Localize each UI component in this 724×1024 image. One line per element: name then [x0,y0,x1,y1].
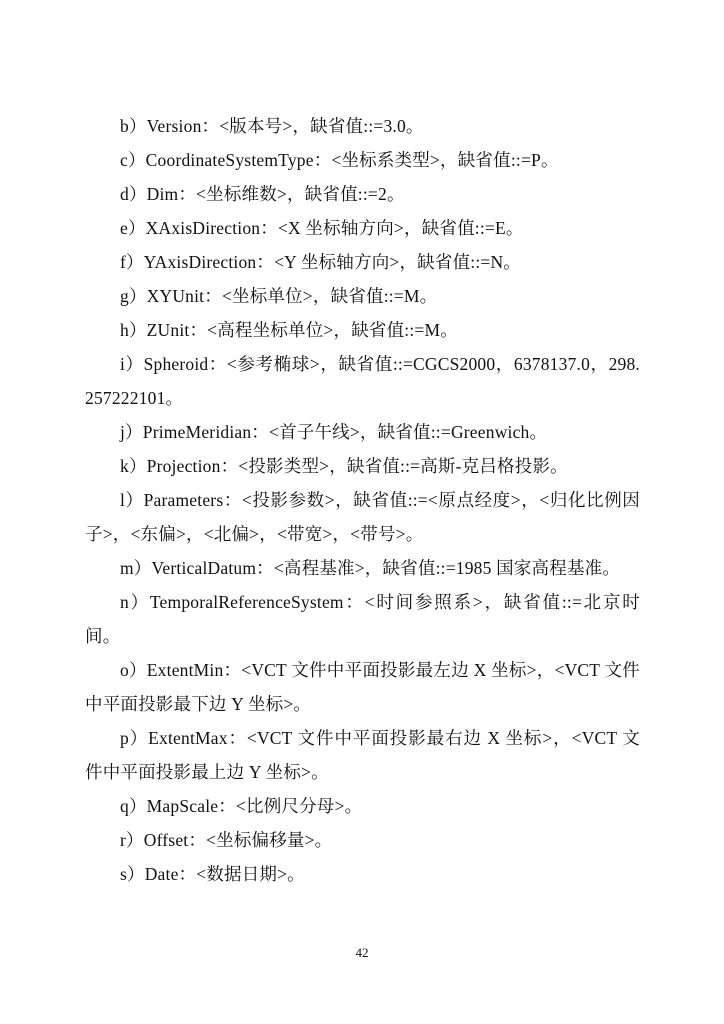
page-number: 42 [355,945,369,960]
list-item-temporal-reference-system: n）TemporalReferenceSystem：<时间参照系>，缺省值::=北京时间。 [85,592,640,646]
list-item-extent-max: p）ExtentMax：<VCT 文件中平面投影最右边 X 坐标>，<VCT 文件中平面投影最上边 Y 坐标>。 [85,728,640,782]
list-item-parameters: l）Parameters：<投影参数>，缺省值::=<原点经度>，<归化比例因子>，<东偏>，<北偏>，<带宽>，<带号>。 [85,490,640,544]
list-item-dim: d）Dim：<坐标维数>，缺省值::=2。 [120,184,405,204]
list-item-offset: r）Offset：<坐标偏移量>。 [120,830,333,850]
list-item-map-scale: q）MapScale：<比例尺分母>。 [120,796,363,816]
list-item-prime-meridian: j）PrimeMeridian：<首子午线>，缺省值::=Greenwich。 [120,422,548,442]
list-item-version: b）Version：<版本号>，缺省值::=3.0。 [120,116,424,136]
list-item-x-axis-direction: e）XAxisDirection：<X 坐标轴方向>，缺省值::=E。 [120,218,524,238]
page-body [85,109,640,891]
list-item-spheroid: i）Spheroid：<参考椭球>，缺省值::=CGCS2000，6378137.0，298.257222101。 [85,354,640,408]
list-item-z-unit: h）ZUnit：<高程坐标单位>，缺省值::=M。 [120,320,458,340]
list-item-projection: k）Projection：<投影类型>，缺省值::=高斯-克吕格投影。 [120,456,568,476]
list-item-date: s）Date：<数据日期>。 [120,864,305,884]
list-item-y-axis-direction: f）YAxisDirection：<Y 坐标轴方向>，缺省值::=N。 [120,252,522,272]
list-item-xy-unit: g）XYUnit：<坐标单位>，缺省值::=M。 [120,286,438,306]
list-item-vertical-datum: m）VerticalDatum：<高程基准>，缺省值::=1985 国家高程基准。 [120,558,621,578]
list-item-extent-min: o）ExtentMin：<VCT 文件中平面投影最左边 X 坐标>，<VCT 文件中平面投影最下边 Y 坐标>。 [85,660,640,714]
list-item-coordinate-system-type: c）CoordinateSystemType：<坐标系类型>，缺省值::=P。 [120,150,559,170]
